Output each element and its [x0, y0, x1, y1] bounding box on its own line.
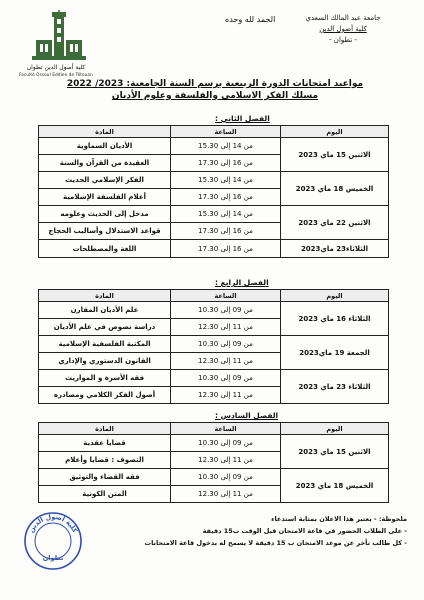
schedule-table-semester-6 [38, 422, 389, 503]
note-line-2: - على الطلاب الحضور في قاعة الامتحان قبل الوقت ب15 دقيقة [202, 527, 407, 535]
section-title-semester-4: الفصل الرابع : [215, 278, 269, 287]
exam-day: الثلاثاء 16 ماي 2023 [281, 302, 389, 336]
note-line-3: - كل طالب تأخر عن موعد الامتحان ب 15 دقيقة لا يسمح له بدخول قاعة الامتحانات [144, 539, 407, 547]
exam-day: الجمعة 19 ماي2023 [281, 336, 389, 370]
exam-subject: المكتبة الفلسفية الإسلامية [39, 336, 171, 353]
schedule-table-semester-2 [38, 125, 389, 258]
exam-subject: قواعد الاستدلال وأساليب الحجاج [39, 223, 171, 240]
exam-time: من 16 إلى 17.30 [171, 223, 281, 240]
exam-day: الخميس 18 ماي 2023 [281, 469, 389, 503]
notes-label: ملحوظة: [378, 515, 407, 523]
exam-day: الاثنين 15 ماي 2023 [281, 138, 389, 172]
faculty-stamp [22, 510, 84, 572]
note-text-1: - يعتبر هذا الاعلان بمثابة استدعاء [271, 515, 377, 523]
basmala: الحمد لله وحده [225, 15, 276, 24]
logo-caption [8, 64, 104, 78]
institution-header [278, 13, 408, 46]
exam-subject: فقه الأسرة و المواريث [39, 370, 171, 387]
logo-caption-ar: كلية أصول الدين تطوان [26, 64, 86, 71]
section-title-semester-6: الفصل السادس : [215, 411, 279, 420]
exam-time: من 14 إلى 15.30 [171, 172, 281, 189]
exam-time: من 11 إلى 12.30 [171, 319, 281, 336]
logo-caption-fr: Faculté Ossoul Eddine de Tétouan [19, 72, 93, 77]
exam-time: من 09 إلى 10.30 [171, 469, 281, 486]
column-header-subject: المادة [39, 126, 171, 138]
exam-time: من 11 إلى 12.30 [171, 387, 281, 404]
faculty-name: كلية أصول الدين [319, 25, 367, 33]
exam-time: من 09 إلى 10.30 [171, 302, 281, 319]
column-header-subject: المادة [39, 423, 171, 435]
exam-time: من 11 إلى 12.30 [171, 353, 281, 370]
exam-time: من 11 إلى 12.30 [171, 452, 281, 469]
schedule-table-semester-4 [38, 289, 389, 404]
exam-time: من 16 إلى 17.30 [171, 189, 281, 206]
exam-time: من 09 إلى 10.30 [171, 370, 281, 387]
exam-time: من 09 إلى 10.30 [171, 336, 281, 353]
exam-subject: أصول الفكر الكلامي ومصادره [39, 387, 171, 404]
exam-subject: مدخل إلى الحديث وعلومه [39, 206, 171, 223]
exam-subject: العقيدة من القرآن والسنة [39, 155, 171, 172]
stamp-text-top: كلية أصول الدين [27, 512, 80, 534]
column-header-subject: المادة [39, 290, 171, 302]
city-name: - تطوان - [329, 36, 357, 44]
exam-subject: علم الأديان المقارن [39, 302, 171, 319]
exam-subject: التصوف : قضايا وأعلام [39, 452, 171, 469]
column-header-day: اليوم [281, 126, 389, 138]
exam-time: من 14 إلى 15.30 [171, 138, 281, 155]
exam-day: الثلاثاء 23 ماي 2023 [281, 370, 389, 404]
document-title [30, 78, 400, 102]
exam-subject: القانون الدستوري والإداري [39, 353, 171, 370]
title-line-2: مسلك الفكر الاسلامي والفلسفة وعلوم الأديان [111, 91, 319, 101]
exam-subject: أعلام الفلسفة الإسلامية [39, 189, 171, 206]
exam-subject: دراسة نصوص في علم الأديان [39, 319, 171, 336]
exam-time: من 14 إلى 15.30 [171, 206, 281, 223]
faculty-logo [14, 10, 98, 72]
column-header-time: الساعة [171, 423, 281, 435]
university-name: جامعة عبد المالك السعدي [305, 14, 381, 22]
section-title-semester-2: الفصل الثاني : [215, 114, 270, 123]
column-header-time: الساعة [171, 290, 281, 302]
exam-subject: الفكر الإسلامي الحديث [39, 172, 171, 189]
exam-subject: المتن الكونية [39, 486, 171, 503]
exam-day: الثلاثاء23 ماي2023 [281, 240, 389, 258]
exam-subject: فقه القضاء والتوثيق [39, 469, 171, 486]
column-header-day: اليوم [281, 290, 389, 302]
stamp-text-bottom: تطوان [42, 554, 64, 562]
exam-subject: الأديان السماوية [39, 138, 171, 155]
exam-day: الاثنين 15 ماي 2023 [281, 435, 389, 469]
exam-subject: اللغة والمصطلحات [39, 240, 171, 258]
exam-subject: قضايا عقدية [39, 435, 171, 452]
exam-time: من 09 إلى 10.30 [171, 435, 281, 452]
exam-day: الاثنين 22 ماي 2023 [281, 206, 389, 240]
exam-time: من 16 إلى 17.30 [171, 240, 281, 258]
column-header-time: الساعة [171, 126, 281, 138]
column-header-day: اليوم [281, 423, 389, 435]
exam-time: من 11 إلى 12.30 [171, 486, 281, 503]
title-line-1: مواعيد امتحانات الدورة الربيعية برسم السنة الجامعية: 2023/ 2022 [66, 79, 364, 89]
exam-time: من 16 إلى 17.30 [171, 155, 281, 172]
exam-day: الخميس 18 ماي 2023 [281, 172, 389, 206]
